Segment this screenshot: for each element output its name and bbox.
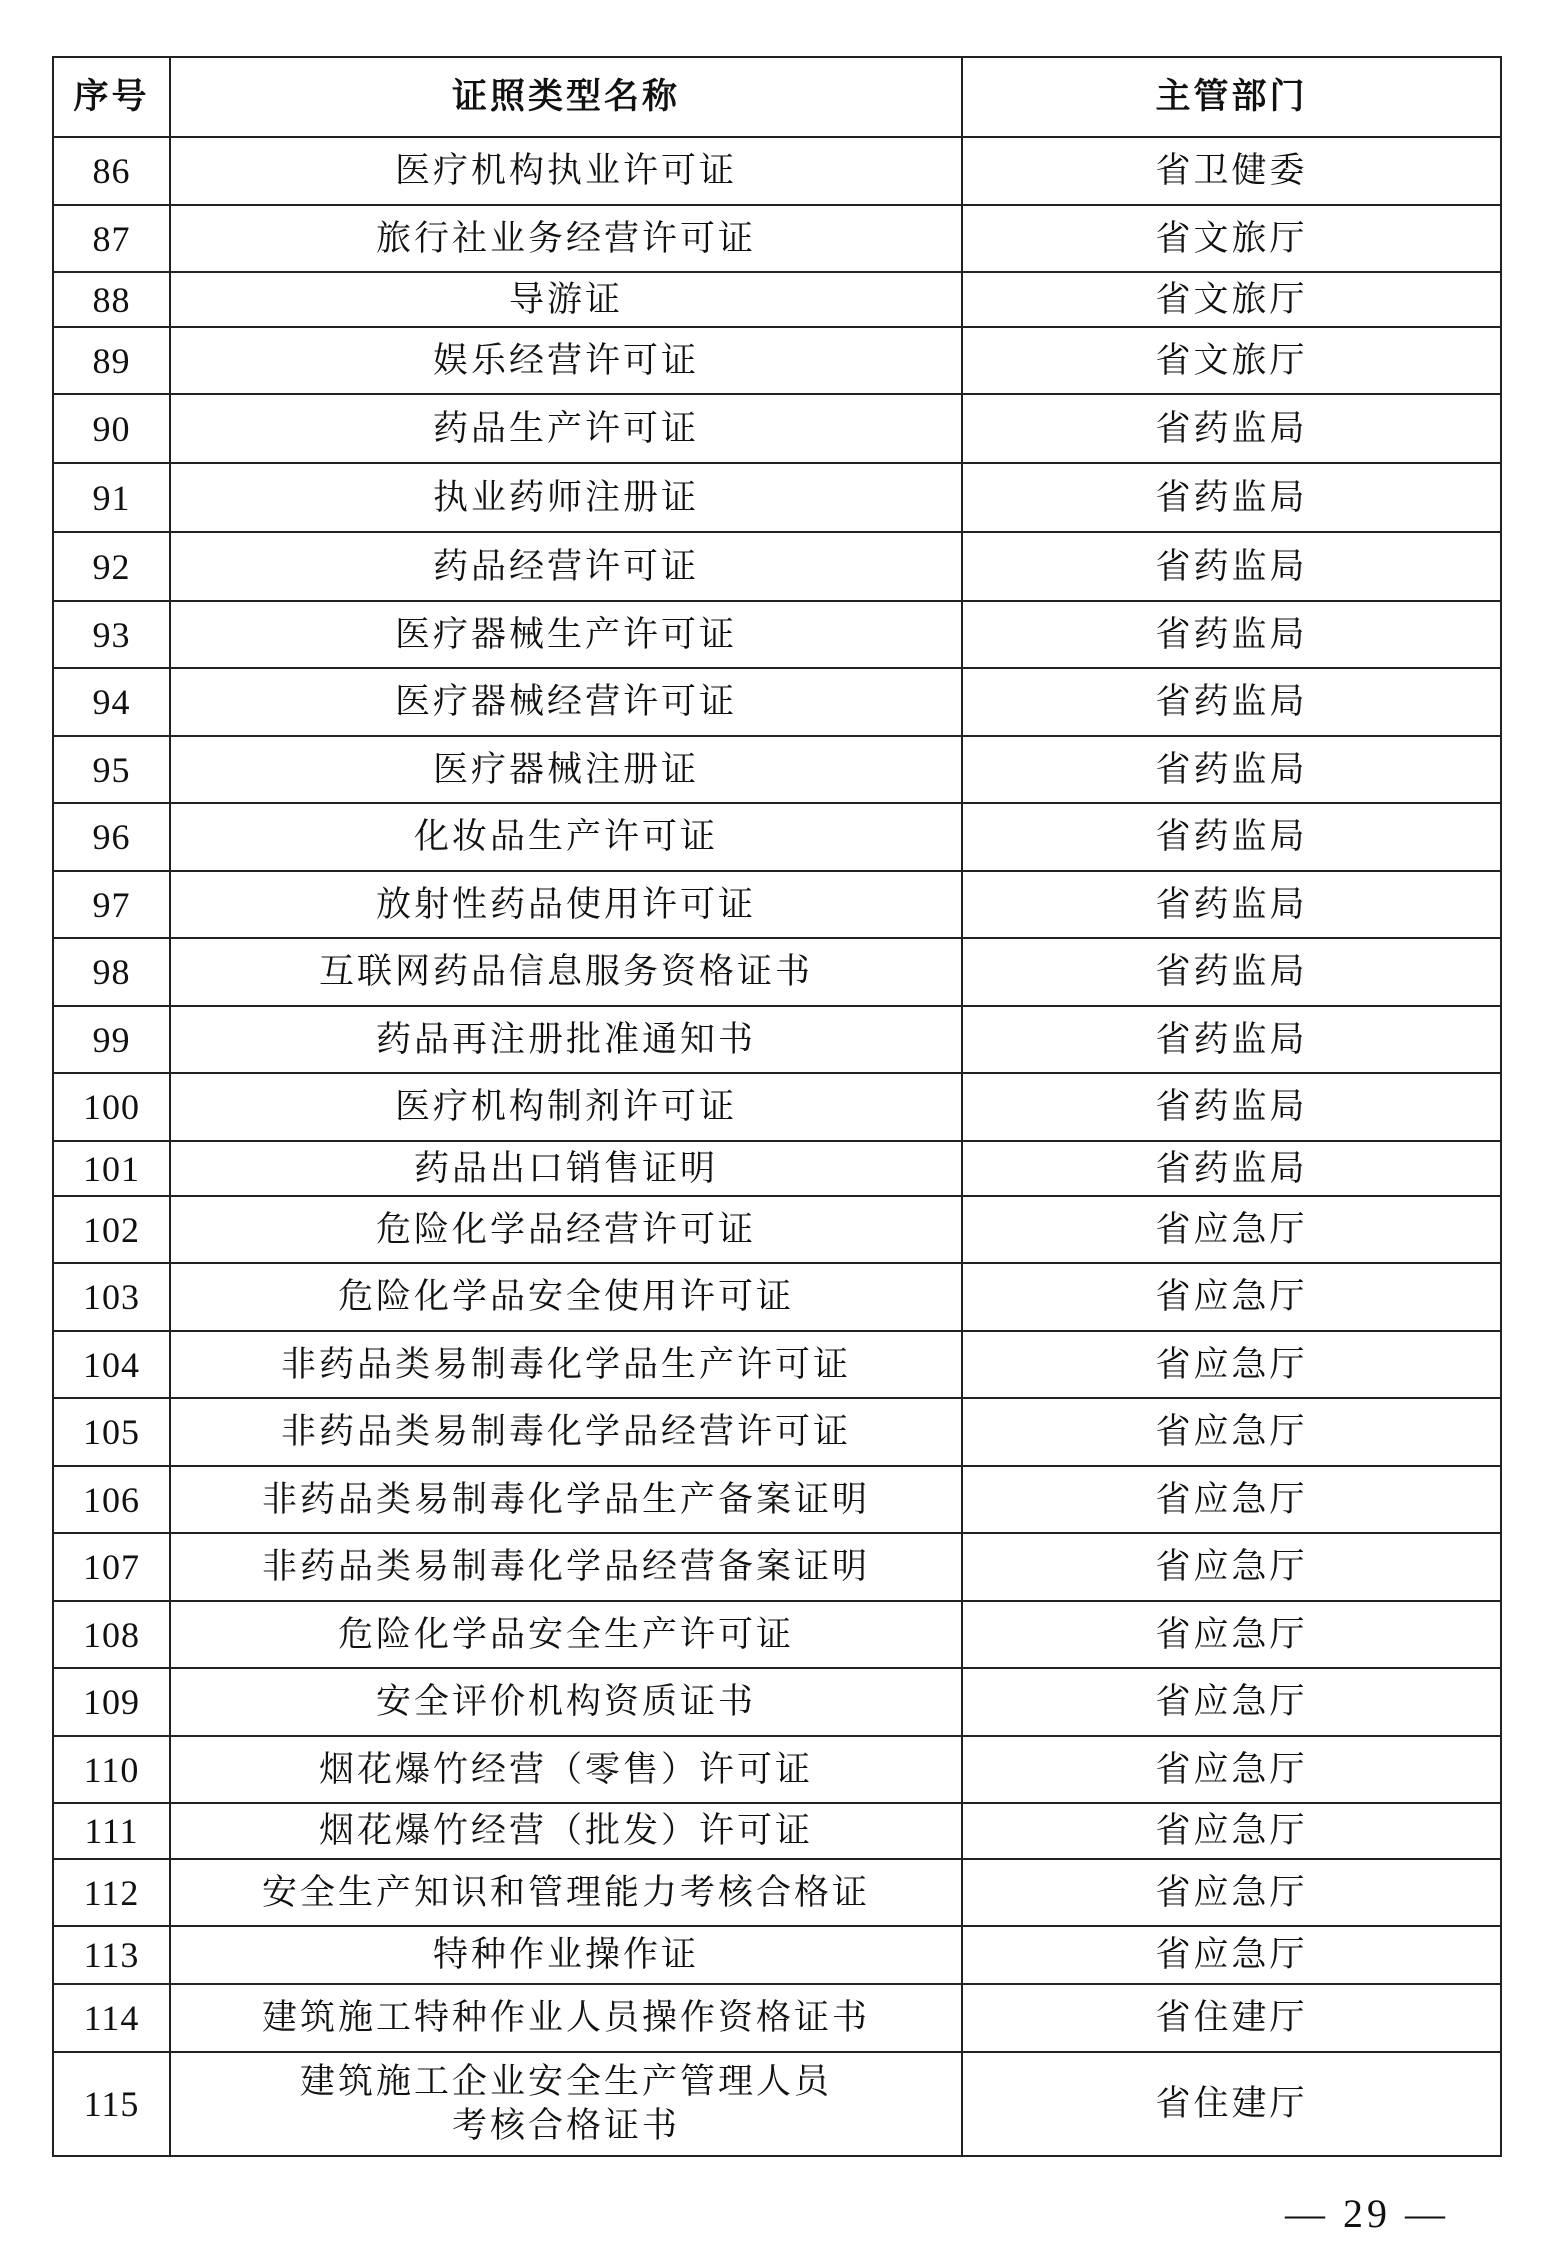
table-row: [53, 803, 1501, 871]
certificate-name-cell: 执业药师注册证: [170, 463, 962, 532]
certificate-name-cell: 非药品类易制毒化学品经营备案证明: [170, 1533, 962, 1601]
department-cell: 省药监局: [962, 736, 1501, 803]
serial-number-cell: 108: [53, 1601, 170, 1668]
certificate-name-cell: 危险化学品安全生产许可证: [170, 1601, 962, 1668]
serial-number-cell: 102: [53, 1196, 170, 1263]
department-cell: 省应急厅: [962, 1926, 1501, 1984]
department-cell: 省应急厅: [962, 1668, 1501, 1736]
department-cell: 省药监局: [962, 1006, 1501, 1073]
certificate-name-cell: 烟花爆竹经营（零售）许可证: [170, 1736, 962, 1803]
department-cell: 省应急厅: [962, 1601, 1501, 1668]
certificate-name-cell: 建筑施工特种作业人员操作资格证书: [170, 1984, 962, 2052]
table-row: [53, 1398, 1501, 1466]
serial-number-cell: 88: [53, 272, 170, 327]
certificate-name-line: 考核合格证书: [451, 2106, 680, 2146]
certificate-name-cell: 医疗机构制剂许可证: [170, 1073, 962, 1141]
department-cell: 省药监局: [962, 1141, 1501, 1196]
serial-number-cell: 109: [53, 1668, 170, 1736]
certificate-name-cell: 药品出口销售证明: [170, 1141, 962, 1196]
department-cell: 省应急厅: [962, 1736, 1501, 1803]
serial-number-cell: 86: [53, 137, 170, 205]
serial-number-cell: 92: [53, 532, 170, 601]
certificate-name-cell: 药品经营许可证: [170, 532, 962, 601]
certificate-name-cell: 医疗器械经营许可证: [170, 668, 962, 736]
table-row: [53, 938, 1501, 1006]
certificate-name-cell: [170, 2052, 962, 2156]
serial-number-cell: 94: [53, 668, 170, 736]
serial-number-cell: 111: [53, 1803, 170, 1859]
serial-number-cell: 103: [53, 1263, 170, 1331]
certificate-name-cell: 安全生产知识和管理能力考核合格证: [170, 1859, 962, 1926]
serial-number-cell: 114: [53, 1984, 170, 2052]
table-row: [53, 137, 1501, 205]
certificate-name-cell: 非药品类易制毒化学品生产备案证明: [170, 1466, 962, 1533]
department-cell: 省应急厅: [962, 1466, 1501, 1533]
serial-number-cell: 113: [53, 1926, 170, 1984]
serial-number-cell: 101: [53, 1141, 170, 1196]
table-row: [53, 272, 1501, 327]
table-row: [53, 1263, 1501, 1331]
table-row: [53, 1533, 1501, 1601]
department-cell: 省应急厅: [962, 1331, 1501, 1398]
department-cell: 省药监局: [962, 532, 1501, 601]
table-row: [53, 1331, 1501, 1398]
department-cell: 省应急厅: [962, 1263, 1501, 1331]
department-cell: 省应急厅: [962, 1533, 1501, 1601]
header-serial-number: 序号: [53, 57, 170, 137]
certificate-name-line: 建筑施工企业安全生产管理人员: [299, 2062, 832, 2102]
certificate-name-cell: 安全评价机构资质证书: [170, 1668, 962, 1736]
serial-number-cell: 115: [53, 2052, 170, 2156]
department-cell: 省药监局: [962, 938, 1501, 1006]
table-row: [53, 1984, 1501, 2052]
certificate-name-cell: 医疗机构执业许可证: [170, 137, 962, 205]
table-row: [53, 1466, 1501, 1533]
table-row: [53, 1006, 1501, 1073]
serial-number-cell: 96: [53, 803, 170, 871]
table-row: [53, 1073, 1501, 1141]
serial-number-cell: 89: [53, 327, 170, 394]
certificate-table: [52, 56, 1502, 2157]
header-certificate-name: 证照类型名称: [170, 57, 962, 137]
department-cell: 省应急厅: [962, 1196, 1501, 1263]
table-row: [53, 1859, 1501, 1926]
serial-number-cell: 90: [53, 394, 170, 463]
certificate-name-cell: 危险化学品经营许可证: [170, 1196, 962, 1263]
table-row: [53, 1926, 1501, 1984]
department-cell: 省应急厅: [962, 1859, 1501, 1926]
serial-number-cell: 110: [53, 1736, 170, 1803]
table-row: [53, 1803, 1501, 1859]
serial-number-cell: 105: [53, 1398, 170, 1466]
table-body: [53, 137, 1501, 2156]
serial-number-cell: 91: [53, 463, 170, 532]
table-row: [53, 532, 1501, 601]
serial-number-cell: 97: [53, 871, 170, 938]
certificate-name-cell: 放射性药品使用许可证: [170, 871, 962, 938]
table-row: [53, 1601, 1501, 1668]
department-cell: 省住建厅: [962, 1984, 1501, 2052]
certificate-name-cell: 化妆品生产许可证: [170, 803, 962, 871]
table-row: [53, 2052, 1501, 2156]
page-number: — 29 —: [1285, 2191, 1449, 2236]
department-cell: 省药监局: [962, 871, 1501, 938]
table-row: [53, 1668, 1501, 1736]
department-cell: 省药监局: [962, 1073, 1501, 1141]
certificate-name-cell: 特种作业操作证: [170, 1926, 962, 1984]
department-cell: 省住建厅: [962, 2052, 1501, 2156]
department-cell: 省药监局: [962, 463, 1501, 532]
department-cell: 省药监局: [962, 668, 1501, 736]
certificate-name-cell: 药品生产许可证: [170, 394, 962, 463]
department-cell: 省药监局: [962, 601, 1501, 668]
department-cell: 省药监局: [962, 394, 1501, 463]
serial-number-cell: 106: [53, 1466, 170, 1533]
serial-number-cell: 98: [53, 938, 170, 1006]
department-cell: 省文旅厅: [962, 205, 1501, 272]
table-row: [53, 394, 1501, 463]
certificate-name-cell: 导游证: [170, 272, 962, 327]
serial-number-cell: 95: [53, 736, 170, 803]
certificate-name-cell: 非药品类易制毒化学品生产许可证: [170, 1331, 962, 1398]
table-header-row: [53, 57, 1501, 137]
table-row: [53, 1736, 1501, 1803]
certificate-name-cell: 医疗器械生产许可证: [170, 601, 962, 668]
serial-number-cell: 112: [53, 1859, 170, 1926]
header-department: 主管部门: [962, 57, 1501, 137]
serial-number-cell: 107: [53, 1533, 170, 1601]
table-row: [53, 601, 1501, 668]
certificate-name-cell: 娱乐经营许可证: [170, 327, 962, 394]
certificate-name-cell: 危险化学品安全使用许可证: [170, 1263, 962, 1331]
table-row: [53, 871, 1501, 938]
department-cell: 省应急厅: [962, 1803, 1501, 1859]
serial-number-cell: 99: [53, 1006, 170, 1073]
certificate-name-cell: 非药品类易制毒化学品经营许可证: [170, 1398, 962, 1466]
table-row: [53, 327, 1501, 394]
department-cell: 省文旅厅: [962, 272, 1501, 327]
department-cell: 省药监局: [962, 803, 1501, 871]
certificate-name-cell: 烟花爆竹经营（批发）许可证: [170, 1803, 962, 1859]
department-cell: 省卫健委: [962, 137, 1501, 205]
serial-number-cell: 87: [53, 205, 170, 272]
table-row: [53, 668, 1501, 736]
department-cell: 省应急厅: [962, 1398, 1501, 1466]
serial-number-cell: 100: [53, 1073, 170, 1141]
certificate-name-cell: 药品再注册批准通知书: [170, 1006, 962, 1073]
certificate-name-cell: 医疗器械注册证: [170, 736, 962, 803]
table-row: [53, 1196, 1501, 1263]
serial-number-cell: 93: [53, 601, 170, 668]
table-row: [53, 463, 1501, 532]
department-cell: 省文旅厅: [962, 327, 1501, 394]
table-row: [53, 736, 1501, 803]
certificate-name-cell: 互联网药品信息服务资格证书: [170, 938, 962, 1006]
table-row: [53, 1141, 1501, 1196]
serial-number-cell: 104: [53, 1331, 170, 1398]
table-row: [53, 205, 1501, 272]
certificate-name-cell: 旅行社业务经营许可证: [170, 205, 962, 272]
